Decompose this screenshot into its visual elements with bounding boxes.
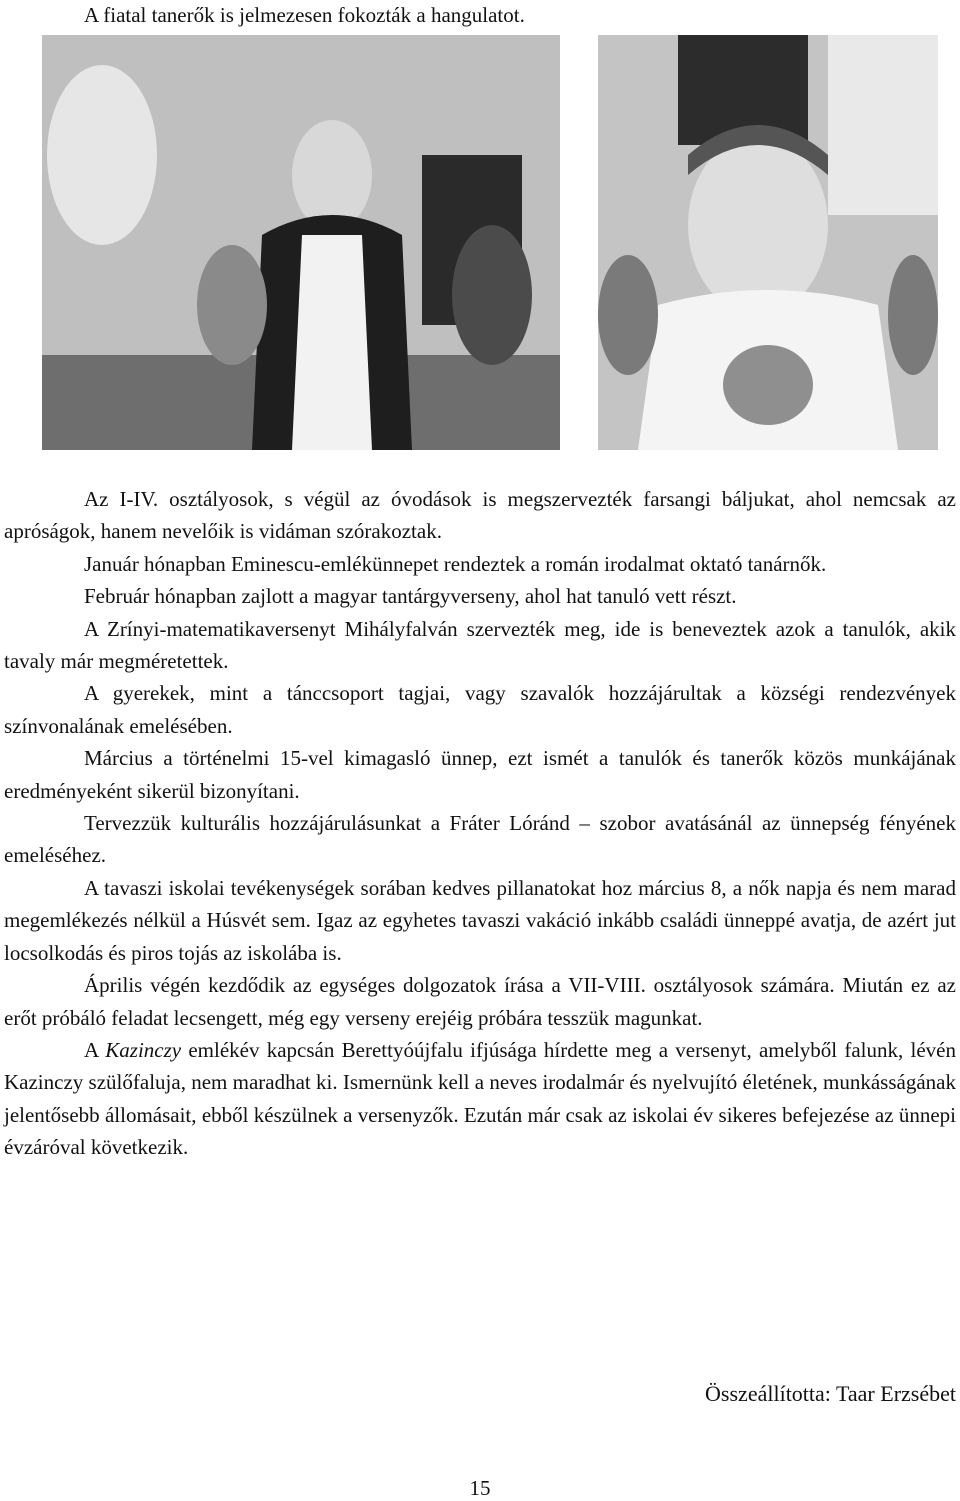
page-number: 15: [469, 1476, 491, 1500]
paragraph: Április végén kezdődik az egységes dolgozatok írása a VII-VIII. osztályosok számára. Miután ez az erőt próbáló feladat lecsengett, még egy verseny erejéig próbára tesszük magunkat.: [4, 973, 956, 1030]
photo-left-shapes: [42, 35, 560, 450]
carnival-photo-left: [42, 35, 560, 450]
paragraph: Tervezzük kulturális hozzájárulásunkat a Fráter Lóránd – szobor avatásánál az ünnepség fényének emeléséhez.: [4, 811, 956, 868]
author-signature: Összeállította: Taar Erzsébet: [705, 1381, 956, 1406]
photo-right-shapes: [598, 35, 938, 450]
paragraph: Az I-IV. osztályosok, s végül az óvodások is megszervezték farsangi báljukat, ahol nemcsak az apróságok, hanem nevelőik is vidáman szórakoztak.: [4, 487, 956, 544]
kazinczy-after: emlékév kapcsán Berettyóújfalu ifjúsága hírdette meg a versenyt, amelyből falunk, lévén Kazinczy szülőfaluja, nem maradhat ki. Ismernünk kell a neves irodalmár és nyelvujító életének, munkásságának jelentősebb állomásait, ebből készülnek a versenyzők. Ezután már csak az iskolai év sikeres befejezése az ünnepi évzáróval következik.: [4, 1037, 956, 1160]
paragraph: Február hónapban zajlott a magyar tantárgyverseny, ahol hat tanuló vett részt.: [84, 584, 737, 609]
paragraph: Március a történelmi 15-vel kimagasló ünnep, ezt ismét a tanulók és tanerők közös munkájának eredményeként sikerül bizonyítani.: [4, 746, 956, 803]
paragraph: A tavaszi iskolai tevékenységek sorában kedves pillanatokat hoz március 8, a nők napja és nem marad megemlékezés nélkül a Húsvét sem. Igaz az egyhetes tavaszi vakáció inkább családi ünneppé avatja, de azért jut locsolkodás és piros tojás az iskolába is.: [4, 875, 956, 965]
article-body: [4, 483, 956, 1164]
kazinczy-before: A: [84, 1037, 106, 1062]
paragraph: A Zrínyi-matematikaversenyt Mihályfalván szervezték meg, ide is beneveztek azok a tanulók, akik tavaly már megméretettek.: [4, 616, 956, 674]
paragraph: A gyerekek, mint a tánccsoport tagjai, vagy szavalók hozzájárultak a községi rendezvények színvonalának emelésében.: [4, 681, 956, 738]
photo-caption: A fiatal tanerők is jelmezesen fokozták a hangulatot.: [84, 3, 525, 27]
kazinczy-name: Kazinczy: [105, 1037, 182, 1062]
paragraph: Január hónapban Eminescu-emlékünnepet rendeztek a román irodalmat oktató tanárnők.: [84, 551, 827, 576]
carnival-photo-right: [598, 35, 938, 450]
paragraph-kazinczy: [4, 1034, 956, 1164]
